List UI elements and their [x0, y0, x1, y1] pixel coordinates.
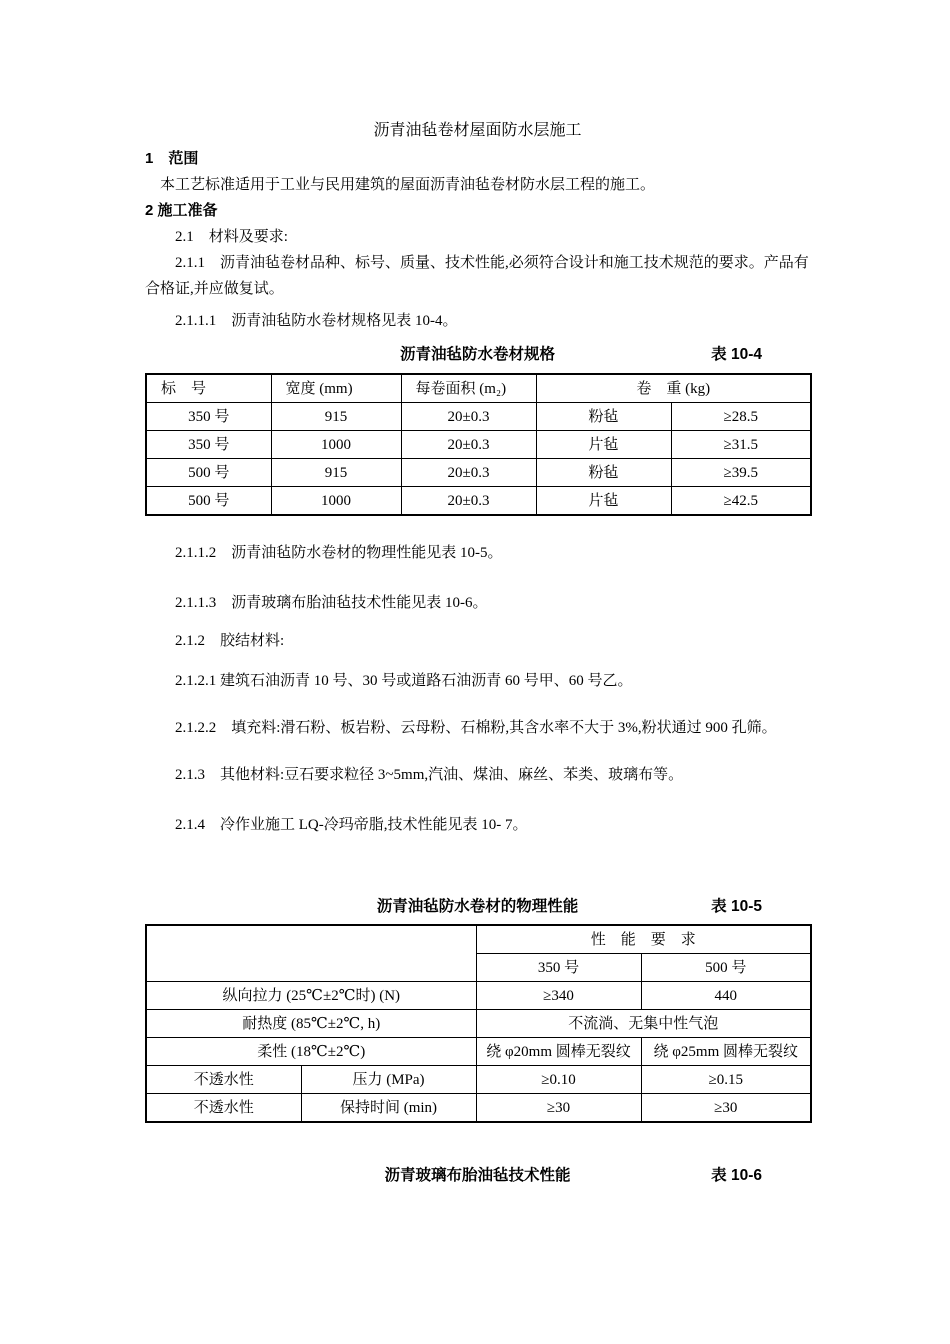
paragraph-2-1-2-1: 2.1.2.1 建筑石油沥青 10 号、30 号或道路石油沥青 60 号甲、60 号乙。 [175, 673, 633, 689]
table-cell: 1000 [271, 431, 401, 459]
document-title: 沥青油毡卷材屋面防水层施工 [373, 122, 582, 139]
table-cell: 耐热度 (85℃±2℃, h) [146, 1010, 476, 1038]
paragraph-scope: 本工艺标准适用于工业与民用建筑的屋面沥青油毡卷材防水层工程的施工。 [160, 177, 656, 193]
paragraph-2-1-1-3: 2.1.1.3 沥青玻璃布胎油毡技术性能见表 10-6。 [175, 595, 488, 611]
table-cell: ≥31.5 [671, 431, 811, 459]
table-10-6-caption [145, 1163, 810, 1189]
table-row [146, 459, 811, 487]
table-row [146, 487, 811, 516]
table-cell: 915 [271, 459, 401, 487]
table-10-5-label: 表 10-5 [711, 898, 762, 915]
table-cell: ≥39.5 [671, 459, 811, 487]
table-cell: 柔性 (18℃±2℃) [146, 1038, 476, 1066]
table-cell: 保持时间 (min) [301, 1094, 476, 1123]
header-cell-area: 每卷面积 (m₂) [401, 374, 536, 403]
table-cell: ≥340 [476, 982, 641, 1010]
paragraph-2-1-1-1: 2.1.1.1 沥青油毡防水卷材规格见表 10-4。 [175, 313, 458, 329]
table-cell: 粉毡 [536, 403, 671, 431]
table-cell: 纵向拉力 (25℃±2℃时) (N) [146, 982, 476, 1010]
header-cell-requirements: 性 能 要 求 [476, 925, 811, 954]
table-cell: 不透水性 [146, 1066, 301, 1094]
table-cell: 500 号 [146, 487, 271, 516]
table-cell: 350 号 [146, 431, 271, 459]
table-row-tensile [146, 982, 811, 1010]
table-cell: 片毡 [536, 487, 671, 516]
table-cell: 绕 φ25mm 圆棒无裂纹 [641, 1038, 811, 1066]
table-10-4-label: 表 10-4 [711, 346, 762, 363]
table-cell: 不透水性 [146, 1094, 301, 1123]
table-cell: 1000 [271, 487, 401, 516]
table-cell: 压力 (MPa) [301, 1066, 476, 1094]
header-cell-weight: 卷 重 (kg) [536, 374, 811, 403]
table-cell: 片毡 [536, 431, 671, 459]
table-cell: ≥0.15 [641, 1066, 811, 1094]
paragraph-2-1-3: 2.1.3 其他材料:豆石要求粒径 3~5mm,汽油、煤油、麻丝、苯类、玻璃布等。 [175, 767, 684, 783]
table-10-6-label: 表 10-6 [711, 1167, 762, 1184]
header-cell-500: 500 号 [641, 954, 811, 982]
table-10-4 [145, 373, 812, 516]
paragraph-2-1-2: 2.1.2 胶结材料: [175, 633, 285, 649]
table-10-6-caption-text: 沥青玻璃布胎油毡技术性能 [384, 1167, 571, 1184]
empty-corner-cell [146, 925, 476, 982]
table-cell: 粉毡 [536, 459, 671, 487]
table-cell: 绕 φ20mm 圆棒无裂纹 [476, 1038, 641, 1066]
table-10-5 [145, 924, 812, 1123]
paragraph-2-1-4: 2.1.4 冷作业施工 LQ-冷玛帝脂,技术性能见表 10- 7。 [175, 817, 528, 833]
table-10-4-caption-text: 沥青油毡防水卷材规格 [399, 346, 555, 363]
table-cell: 440 [641, 982, 811, 1010]
table-cell: ≥0.10 [476, 1066, 641, 1094]
table-cell: ≥28.5 [671, 403, 811, 431]
table-cell: ≥42.5 [671, 487, 811, 516]
table-10-5-caption-text: 沥青油毡防水卷材的物理性能 [376, 898, 579, 915]
table-row [146, 403, 811, 431]
table-cell: 20±0.3 [401, 487, 536, 516]
heading-scope: 1 范围 [145, 150, 199, 167]
header-cell-grade: 标 号 [146, 374, 271, 403]
table-10-4-header-row [146, 374, 811, 403]
table-row-flex [146, 1038, 811, 1066]
table-row-pressure [146, 1066, 811, 1094]
table-cell: 20±0.3 [401, 403, 536, 431]
table-10-4-caption [145, 342, 810, 368]
table-cell: ≥30 [476, 1094, 641, 1123]
table-row [146, 431, 811, 459]
table-row-heat [146, 1010, 811, 1038]
table-cell: ≥30 [641, 1094, 811, 1123]
table-10-5-header-row-1 [146, 925, 811, 954]
table-cell: 20±0.3 [401, 459, 536, 487]
paragraph-2-1: 2.1 材料及要求: [175, 229, 288, 245]
header-cell-width: 宽度 (mm) [271, 374, 401, 403]
table-cell: 500 号 [146, 459, 271, 487]
table-cell: 915 [271, 403, 401, 431]
paragraph-2-1-1: 2.1.1 沥青油毡卷材品种、标号、质量、技术性能,必须符合设计和施工技术规范的要求。产品有合格证,并应做复试。 [145, 255, 809, 297]
heading-preparation: 2 施工准备 [145, 202, 218, 219]
paragraph-2-1-2-2: 2.1.2.2 填充料:滑石粉、板岩粉、云母粉、石棉粉,其含水率不大于 3%,粉状通过 900 孔筛。 [175, 720, 777, 736]
table-10-5-caption [145, 894, 810, 920]
table-cell: 不流淌、无集中性气泡 [476, 1010, 811, 1038]
table-cell: 20±0.3 [401, 431, 536, 459]
table-row-time [146, 1094, 811, 1123]
table-cell: 350 号 [146, 403, 271, 431]
paragraph-2-1-1-2: 2.1.1.2 沥青油毡防水卷材的物理性能见表 10-5。 [175, 545, 503, 561]
header-cell-350: 350 号 [476, 954, 641, 982]
